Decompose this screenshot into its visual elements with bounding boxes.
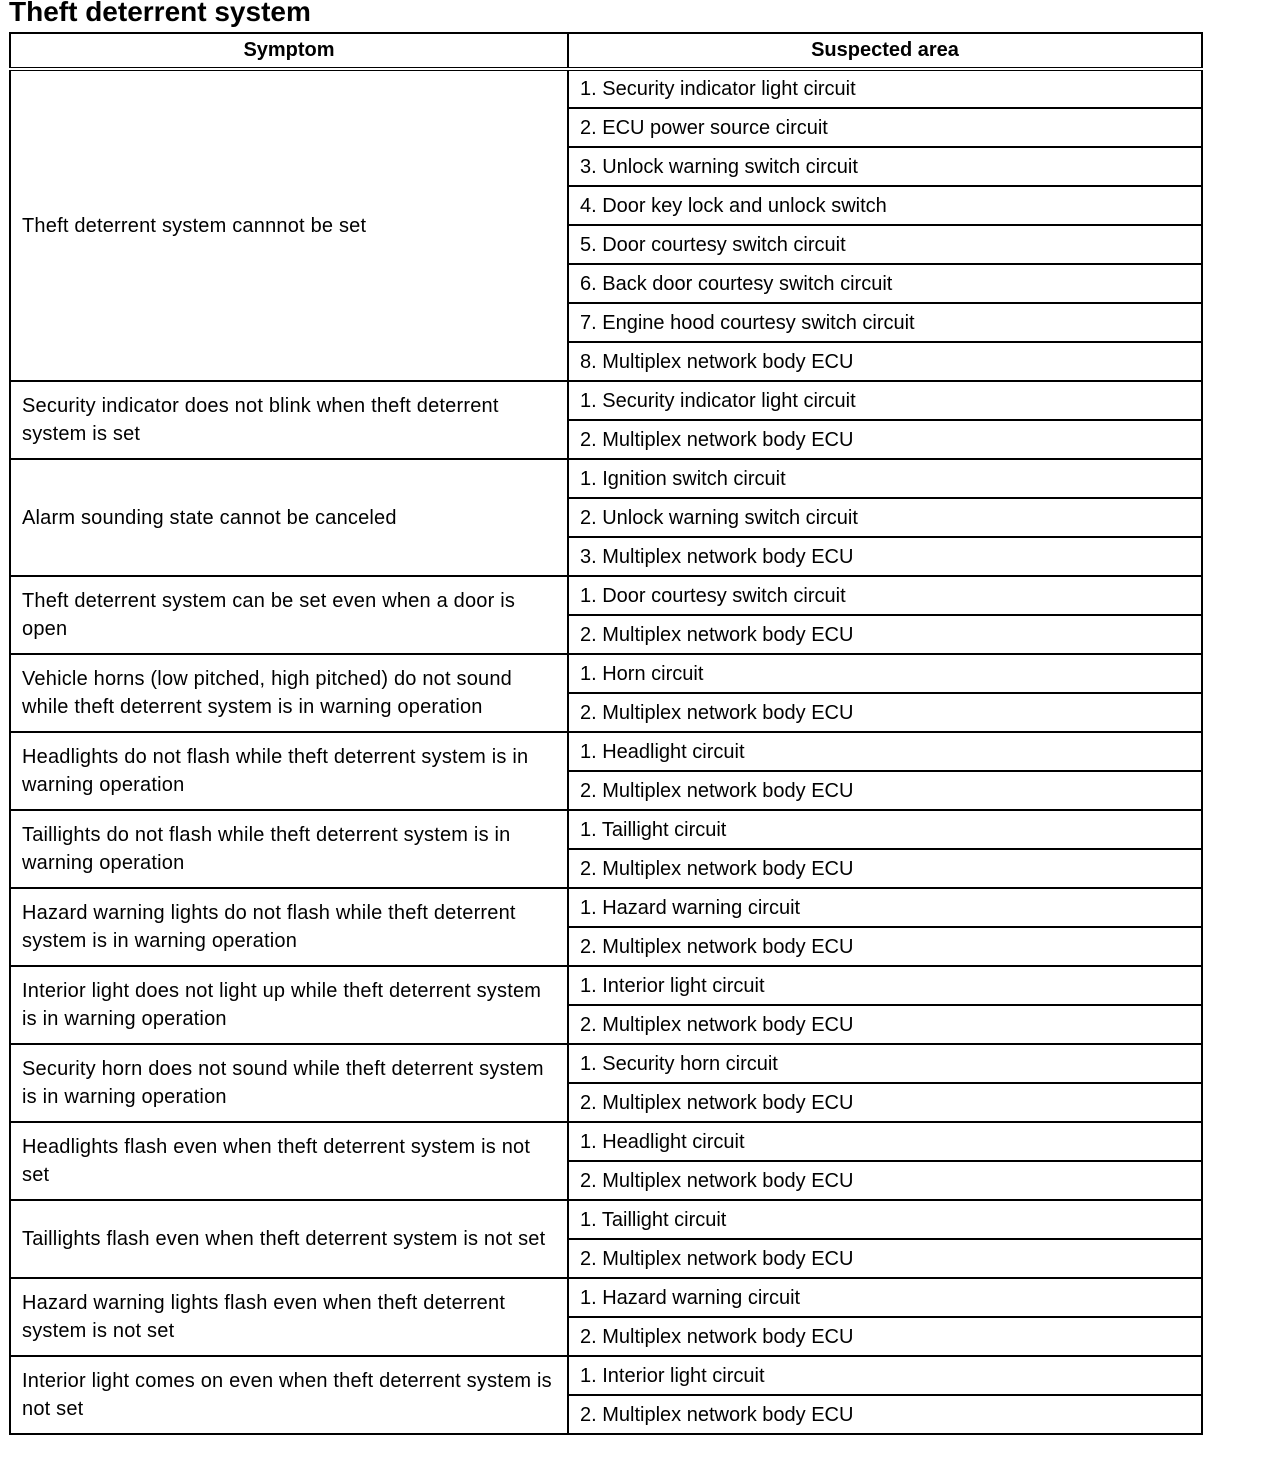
symptom-cell: Security indicator does not blink when theft deterrent system is set — [10, 381, 568, 459]
suspected-area-cell: 4. Door key lock and unlock switch — [568, 186, 1202, 225]
suspected-area-cell: 2. Multiplex network body ECU — [568, 693, 1202, 732]
suspected-area-cell: 1. Ignition switch circuit — [568, 459, 1202, 498]
symptom-cell: Theft deterrent system can be set even when a door is open — [10, 576, 568, 654]
suspected-area-cell: 2. Multiplex network body ECU — [568, 1317, 1202, 1356]
suspected-area-cell: 6. Back door courtesy switch circuit — [568, 264, 1202, 303]
suspected-area-cell: 1. Taillight circuit — [568, 1200, 1202, 1239]
table-row — [10, 654, 1202, 693]
symptom-header: Symptom — [10, 33, 568, 69]
suspected-area-cell: 1. Headlight circuit — [568, 1122, 1202, 1161]
suspected-area-cell: 2. Multiplex network body ECU — [568, 771, 1202, 810]
table-row — [10, 810, 1202, 849]
suspected-area-cell: 1. Security indicator light circuit — [568, 381, 1202, 420]
symptom-cell: Interior light does not light up while theft deterrent system is in warning operation — [10, 966, 568, 1044]
suspected-area-cell: 2. Multiplex network body ECU — [568, 927, 1202, 966]
table-row — [10, 888, 1202, 927]
table-row — [10, 1122, 1202, 1161]
suspected-area-cell: 1. Interior light circuit — [568, 1356, 1202, 1395]
suspected-area-cell: 2. Multiplex network body ECU — [568, 1239, 1202, 1278]
suspected-area-header: Suspected area — [568, 33, 1202, 69]
suspected-area-cell: 1. Security horn circuit — [568, 1044, 1202, 1083]
suspected-area-cell: 7. Engine hood courtesy switch circuit — [568, 303, 1202, 342]
table-row — [10, 732, 1202, 771]
suspected-area-cell: 2. Multiplex network body ECU — [568, 1083, 1202, 1122]
suspected-area-cell: 1. Headlight circuit — [568, 732, 1202, 771]
suspected-area-cell: 3. Unlock warning switch circuit — [568, 147, 1202, 186]
symptom-cell: Hazard warning lights do not flash while theft deterrent system is in warning operation — [10, 888, 568, 966]
suspected-area-cell: 3. Multiplex network body ECU — [568, 537, 1202, 576]
symptom-cell: Vehicle horns (low pitched, high pitched) do not sound while theft deterrent system is in warning operation — [10, 654, 568, 732]
symptom-cell: Alarm sounding state cannot be canceled — [10, 459, 568, 576]
suspected-area-cell: 2. Multiplex network body ECU — [568, 1161, 1202, 1200]
table-row — [10, 69, 1202, 108]
suspected-area-cell: 2. ECU power source circuit — [568, 108, 1202, 147]
suspected-area-cell: 1. Horn circuit — [568, 654, 1202, 693]
table-body — [10, 69, 1202, 1434]
symptom-cell: Theft deterrent system cannnot be set — [10, 69, 568, 381]
suspected-area-cell: 8. Multiplex network body ECU — [568, 342, 1202, 381]
suspected-area-cell: 2. Multiplex network body ECU — [568, 1005, 1202, 1044]
suspected-area-cell: 5. Door courtesy switch circuit — [568, 225, 1202, 264]
suspected-area-cell: 2. Multiplex network body ECU — [568, 1395, 1202, 1434]
table-row — [10, 459, 1202, 498]
table-row — [10, 381, 1202, 420]
table-row — [10, 1200, 1202, 1239]
table-row — [10, 576, 1202, 615]
symptom-cell: Interior light comes on even when theft deterrent system is not set — [10, 1356, 568, 1434]
table-row — [10, 1278, 1202, 1317]
header-row — [10, 33, 1202, 69]
suspected-area-cell: 1. Door courtesy switch circuit — [568, 576, 1202, 615]
suspected-area-cell: 1. Hazard warning circuit — [568, 1278, 1202, 1317]
page-title: Theft deterrent system — [9, 0, 311, 27]
table-row — [10, 966, 1202, 1005]
symptom-cell: Headlights flash even when theft deterrent system is not set — [10, 1122, 568, 1200]
symptom-cell: Taillights flash even when theft deterrent system is not set — [10, 1200, 568, 1278]
suspected-area-cell: 2. Multiplex network body ECU — [568, 615, 1202, 654]
symptom-cell: Hazard warning lights flash even when theft deterrent system is not set — [10, 1278, 568, 1356]
suspected-area-cell: 2. Multiplex network body ECU — [568, 849, 1202, 888]
symptom-cell: Taillights do not flash while theft deterrent system is in warning operation — [10, 810, 568, 888]
symptom-table — [9, 32, 1203, 1435]
table-row — [10, 1044, 1202, 1083]
suspected-area-cell: 1. Hazard warning circuit — [568, 888, 1202, 927]
symptom-cell: Headlights do not flash while theft deterrent system is in warning operation — [10, 732, 568, 810]
suspected-area-cell: 2. Unlock warning switch circuit — [568, 498, 1202, 537]
symptom-cell: Security horn does not sound while theft deterrent system is in warning operation — [10, 1044, 568, 1122]
suspected-area-cell: 1. Taillight circuit — [568, 810, 1202, 849]
suspected-area-cell: 1. Interior light circuit — [568, 966, 1202, 1005]
suspected-area-cell: 2. Multiplex network body ECU — [568, 420, 1202, 459]
table-row — [10, 1356, 1202, 1395]
suspected-area-cell: 1. Security indicator light circuit — [568, 69, 1202, 108]
